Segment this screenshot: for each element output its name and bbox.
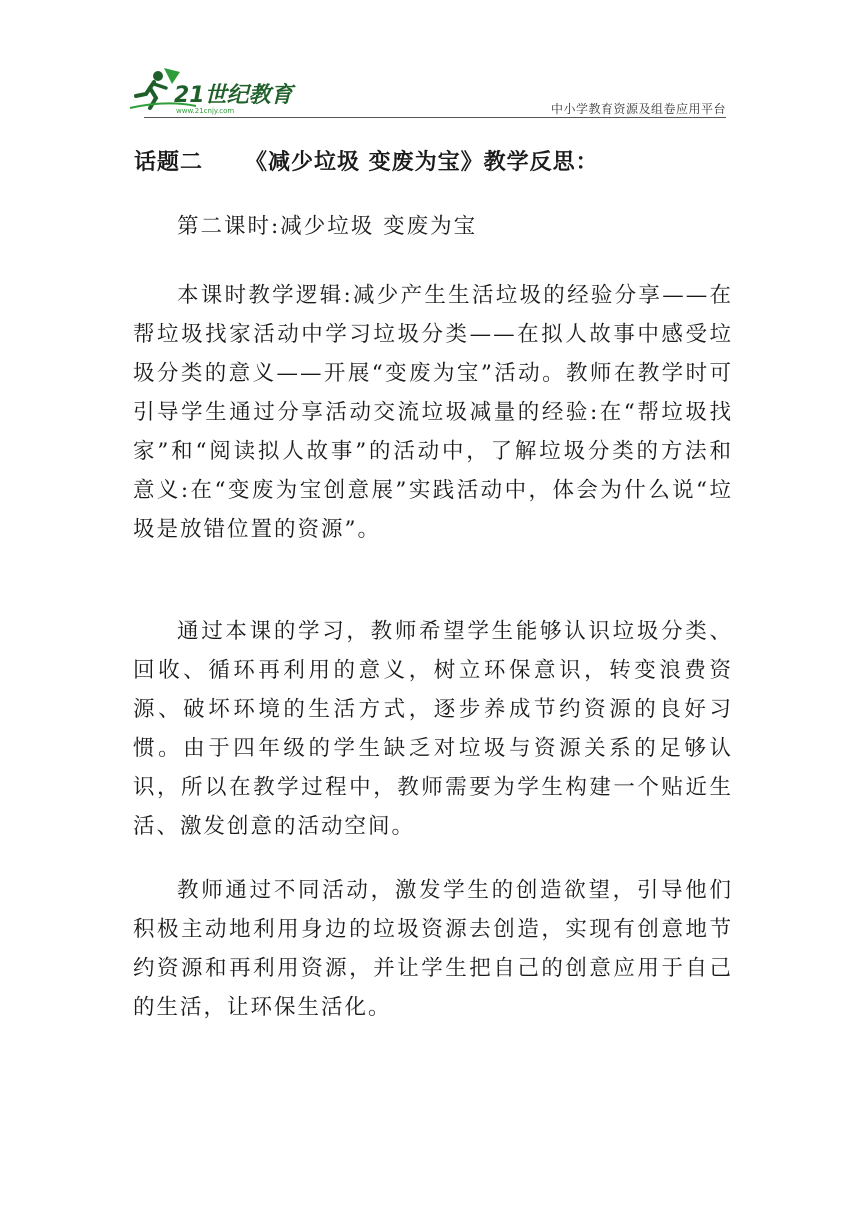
title-topic: 话题二 <box>134 150 204 175</box>
paragraph-learning-goals: 通过本课的学习，教师希望学生能够认识垃圾分类、回收、循环再利用的意义，树立环保意识，转变浪费资源、破坏环境的生活方式，逐步养成节约资源的良好习惯。由于四年级的学生缺乏对垃圾与资源关系的足够认识，所以在教学过程中，教师需要为学生构建一个贴近生活、激发创意的活动空间。 <box>133 619 733 839</box>
lesson-subtitle: 第二课时:减少垃圾 变废为宝 <box>177 214 478 239</box>
header-divider <box>144 117 726 118</box>
title-text: 《减少垃圾 变废为宝》教学反思： <box>245 150 599 175</box>
logo-url: www.21cnjy.com <box>176 107 235 115</box>
page-title <box>134 145 599 176</box>
page-header <box>126 62 726 118</box>
paragraph-activities: 教师通过不同活动，激发学生的创造欲望，引导他们积极主动地利用身边的垃圾资源去创造，实现有创意地节约资源和再利用资源，并让学生把自己的创意应用于自己的生活，让环保生活化。 <box>133 878 733 1020</box>
header-tagline: 中小学教育资源及组卷应用平台 <box>550 102 726 116</box>
paragraph-teaching-logic: 本课时教学逻辑:减少产生生活垃圾的经验分享——在帮垃圾找家活动中学习垃圾分类——在拟人故事中感受垃圾分类的意义——开展“变废为宝”活动。教师在教学时可引导学生通过分享活动交流垃圾减量的经验:在“帮垃圾找家”和“阅读拟人故事”的活动中，了解垃圾分类的方法和意义:在“变废为宝创意展”实践活动中，体会为什么说“垃圾是放错位置的资源”。 <box>133 283 733 542</box>
logo-text: 21世纪教育 <box>174 83 293 108</box>
21cnjy-logo <box>126 62 306 116</box>
